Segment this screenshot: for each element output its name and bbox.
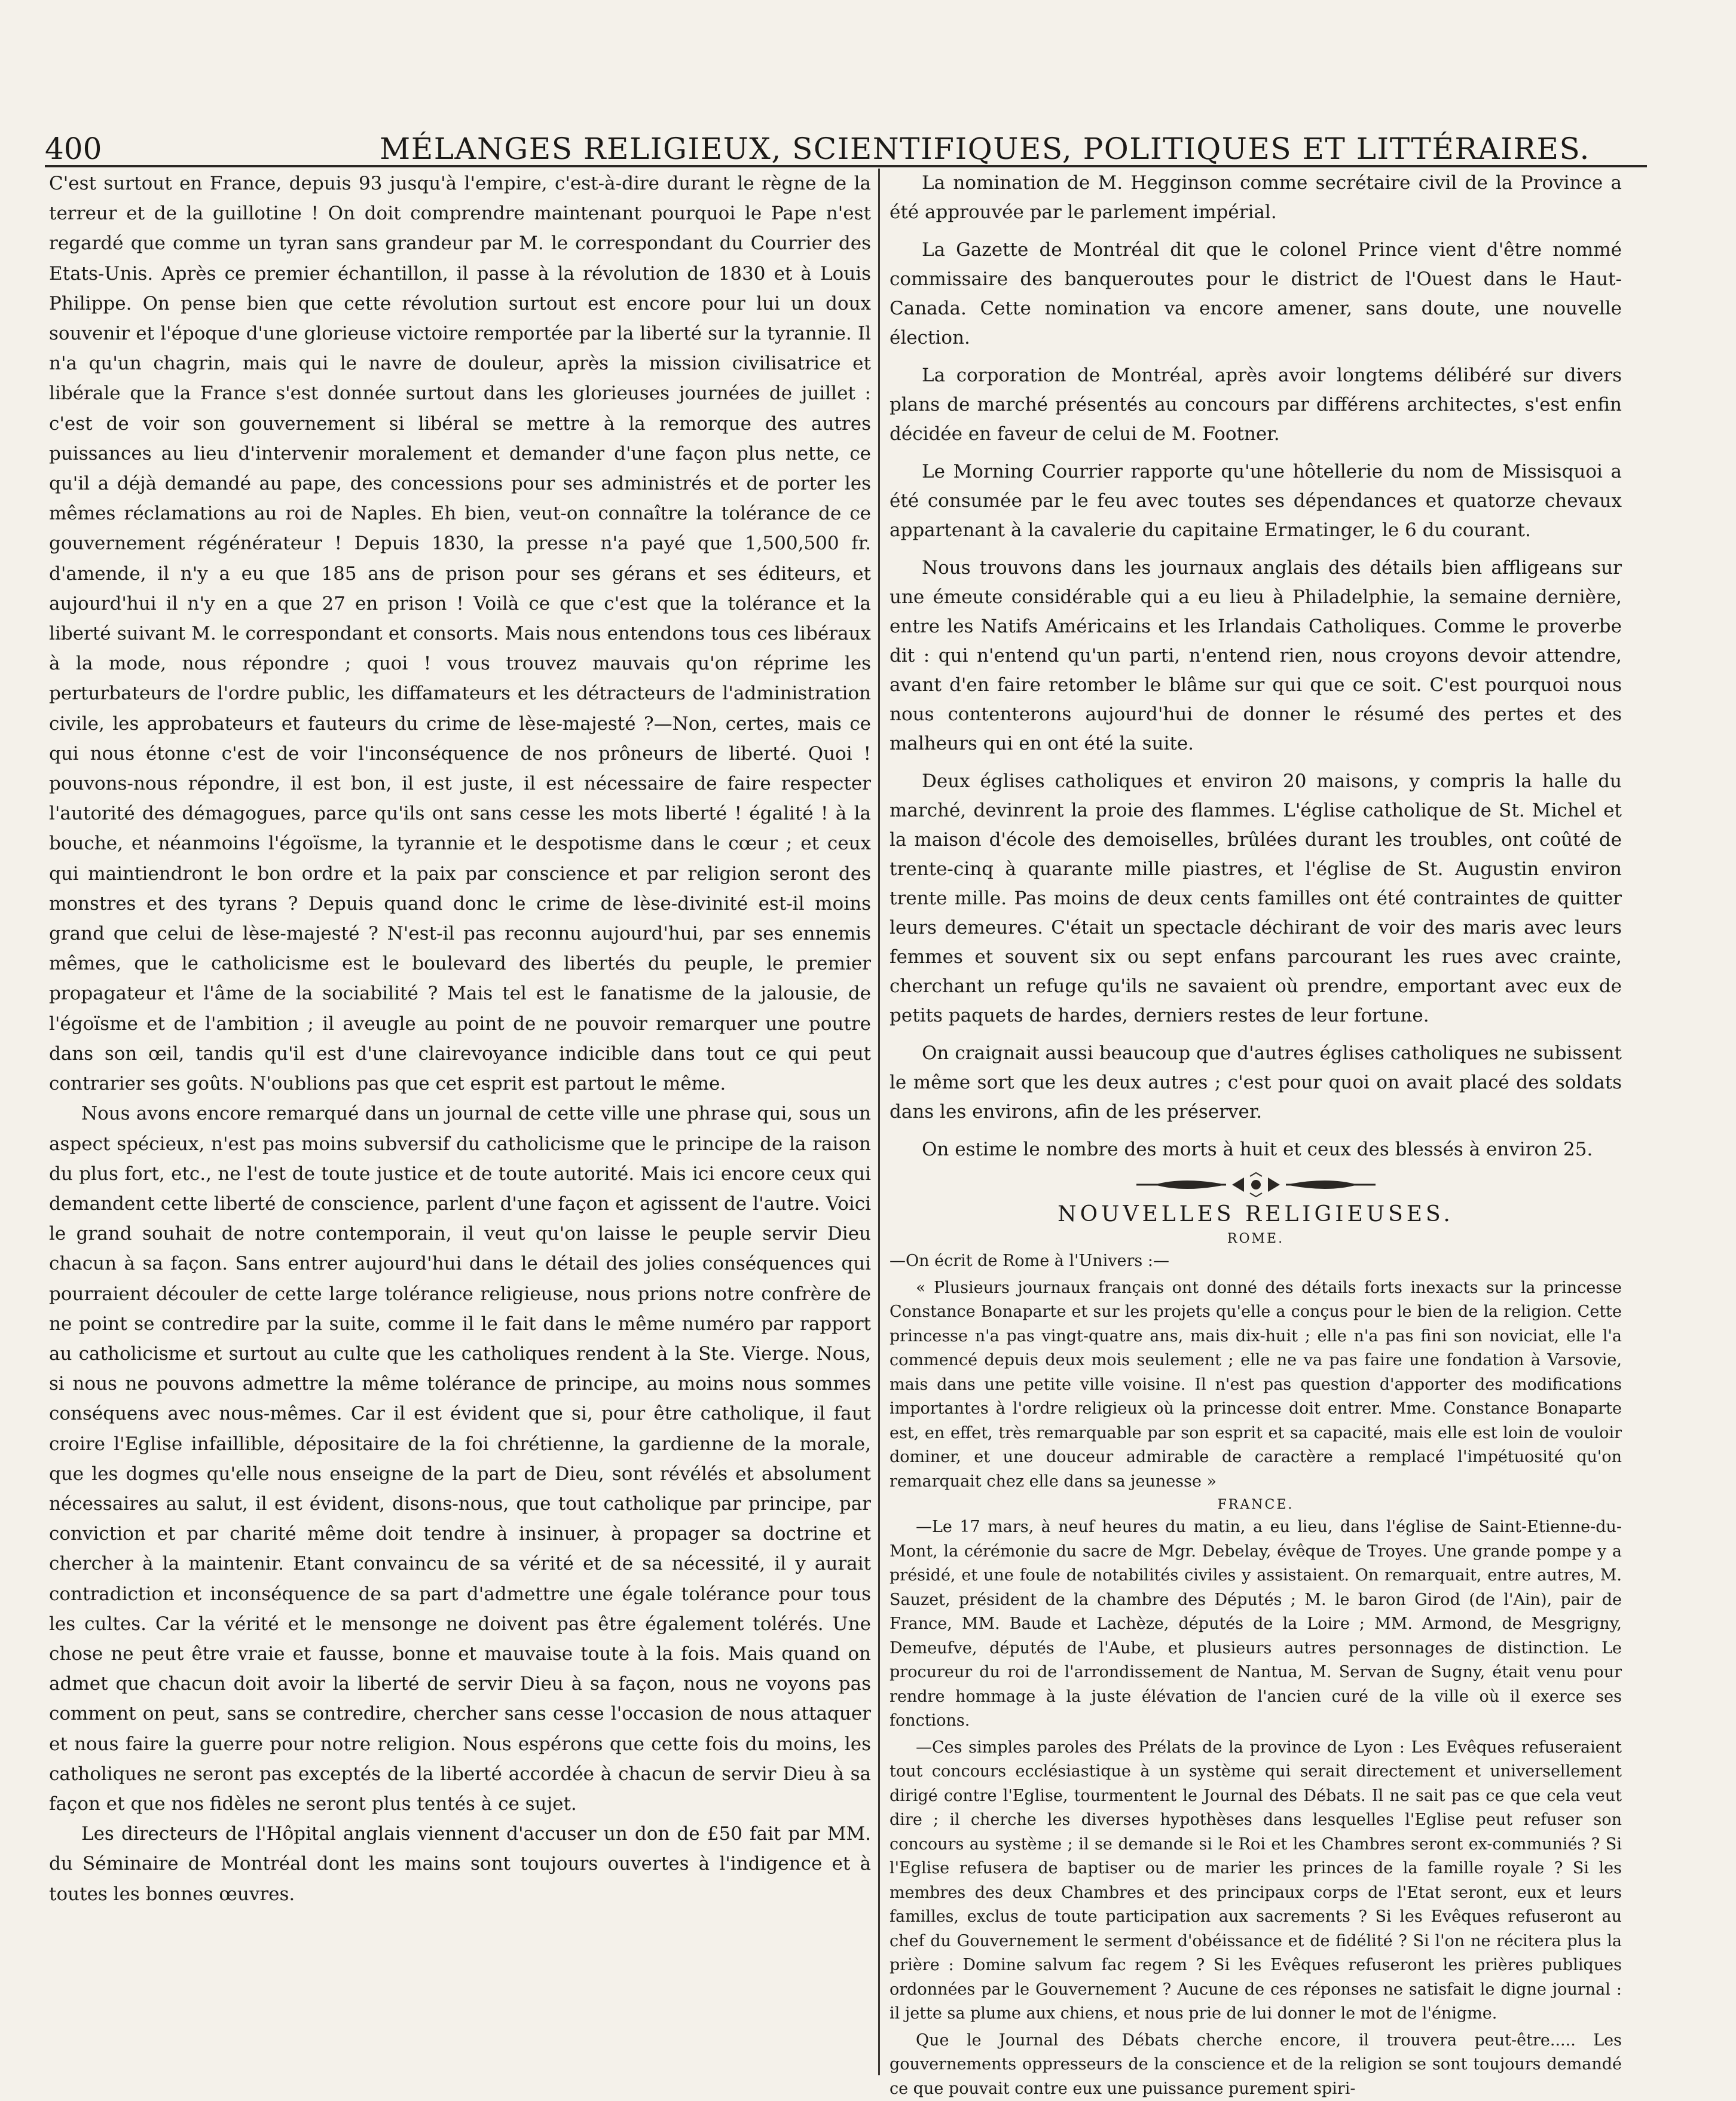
page-number: 400	[45, 134, 102, 164]
news-item: On craignait aussi beaucoup que d'autres églises catholiques ne subissent le même sort que les deux autres ; c'est pour quoi on avait placé des soldats dans les environs, afin de les préserver.	[890, 1039, 1622, 1127]
section-title: NOUVELLES RELIGIEUSES.	[890, 1201, 1622, 1228]
left-column	[49, 169, 871, 2069]
local-news	[890, 169, 1622, 1164]
right-column	[890, 169, 1622, 2075]
subhead-france: FRANCE.	[890, 1496, 1622, 1514]
news-item: « Plusieurs journaux français ont donné des détails forts inexacts sur la princesse Constance Bonaparte et sur les projets qu'elle a conçus pour le bien de la religion. Cette princesse n'a pas vingt-quatre ans, mais dix-huit ; elle n'a pas fini son noviciat, elle l'a commencé depuis deux mois seulement ; elle ne va pas faire une fondation à Varsovie, mais dans une petite ville voisine. Il n'est pas question d'apporter des modifications importantes à l'ordre religieux où la princesse doit entrer. Mme. Constance Bonaparte est, en effet, très remarquable par son esprit et sa capacité, mais elle est loin de vouloir dominer, et une douceur admirable de caractère a remplacé l'impétuosité qu'on remarquait chez elle dans sa jeunesse »	[890, 1276, 1622, 1494]
news-item: —Ces simples paroles des Prélats de la province de Lyon : Les Evêques refuseraient tout concours ecclésiastique à un système qui serait directement et universellement dirigé contre l'Eglise, tourmentent le Journal des Débats. Il ne sait pas ce que cela veut dire ; il cherche les diverses hypothèses dans lesquelles l'Eglise peut refuser son concours au système ; il se demande si le Roi et les Chambres seront ex-communiés ? Si l'Eglise refusera de baptiser ou de marier les princes de la famille royale ? Si les membres des deux Chambres et des principaux corps de l'Etat seront, eux et leurs familles, exclus de toute participation aux sacrements ? Si les Evêques refuseront au chef du Gouvernement le serment d'obéissance et de fidélité ? Si l'on ne récitera plus la prière : Domine salvum fac regem ? Si les Evêques refuseront les prières publiques ordonnées par le Gouvernement ? Aucune de ces réponses ne satisfait le digne journal : il jette sa plume aux chiens, et nous prie de lui donner le mot de l'énigme.	[890, 1736, 1622, 2026]
ornamental-divider	[1130, 1173, 1382, 1197]
news-item: Deux églises catholiques et environ 20 maisons, y compris la halle du marché, devinrent la proie des flammes. L'église catholique de St. Michel et la maison d'école des demoiselles, brûlées durant les troubles, ont coûté de trente-cinq à quarante mille piastres, et l'église de St. Augustin environ trente mille. Pas moins de deux cents familles ont été contraintes de quitter leurs demeures. C'était un spectacle déchirant de voir des maris avec leurs femmes et souvent six ou sept enfans parcourant les rues avec crainte, cherchant un refuge qu'ils ne savaient où prendre, emportant avec eux de petits paquets de hardes, derniers restes de leur fortune.	[890, 767, 1622, 1030]
news-item: Nous trouvons dans les journaux anglais des détails bien affligeans sur une émeute considérable qui a eu lieu à Philadelphie, la semaine dernière, entre les Natifs Américains et les Irlandais Catholiques. Comme le proverbe dit : qui n'entend qu'un parti, n'entend rien, nous croyons devoir attendre, avant d'en faire retomber le blâme sur qui que ce soit. C'est pourquoi nous nous contenterons aujourd'hui de donner le résumé des pertes et des malheurs qui en ont été la suite.	[890, 553, 1622, 759]
news-item: On estime le nombre des morts à huit et ceux des blessés à environ 25.	[890, 1135, 1622, 1164]
running-head: MÉLANGES RELIGIEUX, SCIENTIFIQUES, POLITIQUES ET LITTÉRAIRES.	[380, 134, 1590, 164]
news-item: —On écrit de Rome à l'Univers :—	[890, 1249, 1622, 1274]
column-divider	[878, 169, 880, 2075]
news-item: La corporation de Montréal, après avoir longtems délibéré sur divers plans de marché présentés au concours par différens architectes, s'est enfin décidée en faveur de celui de M. Footner.	[890, 361, 1622, 449]
news-item: Le Morning Courrier rapporte qu'une hôtellerie du nom de Missisquoi a été consumée par le feu avec toutes ses dépendances et quatorze chevaux appartenant à la cavalerie du capitaine Ermatinger, le 6 du courant.	[890, 457, 1622, 545]
rome-news	[890, 1249, 1622, 1494]
article-paragraph: Nous avons encore remarqué dans un journal de cette ville une phrase qui, sous un aspect spécieux, n'est pas moins subversif du catholicisme que le principe de la raison du plus fort, etc., ne l'est de toute justice et de toute autorité. Mais ici encore ceux qui demandent cette liberté de conscience, parlent d'une façon et agissent de l'autre. Voici le grand souhait de notre contemporain, il veut qu'on laisse le peuple servir Dieu chacun à sa façon. Sans entrer aujourd'hui dans le détail des jolies conséquences qui pourraient découler de cette large tolérance religieuse, nous prions notre confrère de ne point se contredire par la suite, comme il le fait dans le même numéro par rapport au catholicisme et surtout au culte que les catholiques rendent à la Ste. Vierge. Nous, si nous ne pouvons admettre la même tolérance de principe, au moins nous sommes conséquens avec nous-mêmes. Car il est évident que si, pour être catholique, il faut croire l'Eglise infaillible, dépositaire de la foi chrétienne, la gardienne de la morale, que les dogmes qu'elle nous enseigne de la part de Dieu, sont révélés et absolument nécessaires au salut, il est évident, disons-nous, que tout catholique par principe, par conviction et par charité même doit tendre à insinuer, à propager sa doctrine et chercher à la maintenir. Etant convaincu de sa vérité et de sa nécessité, il y aurait contradiction et inconséquence de sa part d'admettre une égale tolérance pour tous les cultes. Car la vérité et le mensonge ne doivent pas être également tolérés. Une chose ne peut être vraie et fausse, bonne et mauvaise toute à la fois. Mais quand on admet que chacun doit avoir la liberté de servir Dieu à sa façon, nous ne voyons pas comment on peut, sans se contredire, chercher sans cesse l'occasion de nous attaquer et nous faire la guerre pour notre religion. Nous espérons que cette fois du moins, les catholiques ne seront pas exceptés de la liberté accordée à chacun de servir Dieu à sa façon et que nos fidèles ne seront plus tentés à ce sujet.	[49, 1099, 871, 1819]
article-paragraph: C'est surtout en France, depuis 93 jusqu'à l'empire, c'est-à-dire durant le règne de la terreur et de la guillotine ! On doit comprendre maintenant pourquoi le Pape n'est regardé que comme un tyran sans grandeur par M. le correspondant du Courrier des Etats-Unis. Après ce premier échantillon, il passe à la révolution de 1830 et à Louis Philippe. On pense bien que cette révolution surtout est encore pour lui un doux souvenir et l'époque d'une glorieuse victoire remportée par la liberté sur la tyrannie. Il n'a qu'un chagrin, mais qui le navre de douleur, après la mission civilisatrice et libérale que la France s'est donnée surtout dans les glorieuses journées de juillet : c'est de voir son gouvernement si libéral se mettre à la remorque des autres puissances au lieu d'intervenir moralement et demander d'une façon plus nette, ce qu'il a déjà demandé au pape, des concessions pour ses administrés et de porter les mêmes réclamations au roi de Naples. Eh bien, veut-on connaître la tolérance de ce gouvernement régénérateur ! Depuis 1830, la presse n'a payé que 1,500,500 fr. d'amende, il n'y a eu que 185 ans de prison pour ses gérans et ses éditeurs, et aujourd'hui il n'y en a que 27 en prison ! Voilà ce que c'est que la tolérance et la liberté suivant M. le correspondant et consorts. Mais nous entendons tous ces libéraux à la mode, nous répondre ; quoi ! vous trouvez mauvais qu'on réprime les perturbateurs de l'ordre public, les diffamateurs et les détracteurs de l'administration civile, les approbateurs et fauteurs du crime de lèse-majesté ?—Non, certes, mais ce qui nous étonne c'est de voir l'inconséquence de nos prôneurs de liberté. Quoi ! pouvons-nous répondre, il est bon, il est juste, il est nécessaire de faire respecter l'autorité des démagogues, parce qu'ils ont sans cesse les mots liberté ! égalité ! à la bouche, et néanmoins l'égoïsme, la tyrannie et le despotisme dans le cœur ; et ceux qui maintiendront le bon ordre et la paix par conscience et par religion seront des monstres et des tyrans ? Depuis quand donc le crime de lèse-divinité est-il moins grand que celui de lèse-majesté ? N'est-il pas reconnu aujourd'hui, par ses ennemis mêmes, que le catholicisme est le boulevard des libertés du peuple, le premier propagateur et l'âme de la sociabilité ? Mais tel est le fanatisme de la jalousie, de l'égoïsme et de l'ambition ; il aveugle au point de ne pouvoir remarquer une poutre dans son œil, tandis qu'il est d'une clairevoyance indicible dans tout ce qui peut contrarier ses goûts. N'oublions pas que cet esprit est partout le même.	[49, 169, 871, 1099]
article-paragraph: Les directeurs de l'Hôpital anglais viennent d'accuser un don de £50 fait par MM. du Séminaire de Montréal dont les mains sont toujours ouvertes à l'indigence et à toutes les bonnes œuvres.	[49, 1819, 871, 1909]
news-item: —Le 17 mars, à neuf heures du matin, a eu lieu, dans l'église de Saint-Etienne-du-Mont, la cérémonie du sacre de Mgr. Debelay, évêque de Troyes. Une grande pompe y a présidé, et une foule de notabilités civiles y assistaient. On remarquait, entre autres, M. Sauzet, président de la chambre des Députés ; M. le baron Girod (de l'Ain), pair de France, MM. Baude et Lachèze, députés de la Loire ; MM. Armond, de Mesgrigny, Demeufve, députés de l'Aube, et plusieurs autres personnages de distinction. Le procureur du roi de l'arrondissement de Nantua, M. Servan de Sugny, était venu pour rendre hommage à la juste élévation de l'ancien curé de la ville où il exerce ses fonctions.	[890, 1515, 1622, 1733]
news-item: Que le Journal des Débats cherche encore, il trouvera peut-être..... Les gouvernements oppresseurs de la conscience et de la religion se sont toujours demandé ce que pouvait contre eux une puissance purement spiri-	[890, 2029, 1622, 2101]
subhead-rome: ROME.	[890, 1230, 1622, 1248]
header-rule	[45, 165, 1647, 167]
france-news	[890, 1515, 1622, 2101]
news-item: La nomination de M. Hegginson comme secrétaire civil de la Province a été approuvée par le parlement impérial.	[890, 169, 1622, 227]
news-item: La Gazette de Montréal dit que le colonel Prince vient d'être nommé commissaire des banqueroutes pour le district de l'Ouest dans le Haut-Canada. Cette nomination va encore amener, sans doute, une nouvelle élection.	[890, 236, 1622, 353]
